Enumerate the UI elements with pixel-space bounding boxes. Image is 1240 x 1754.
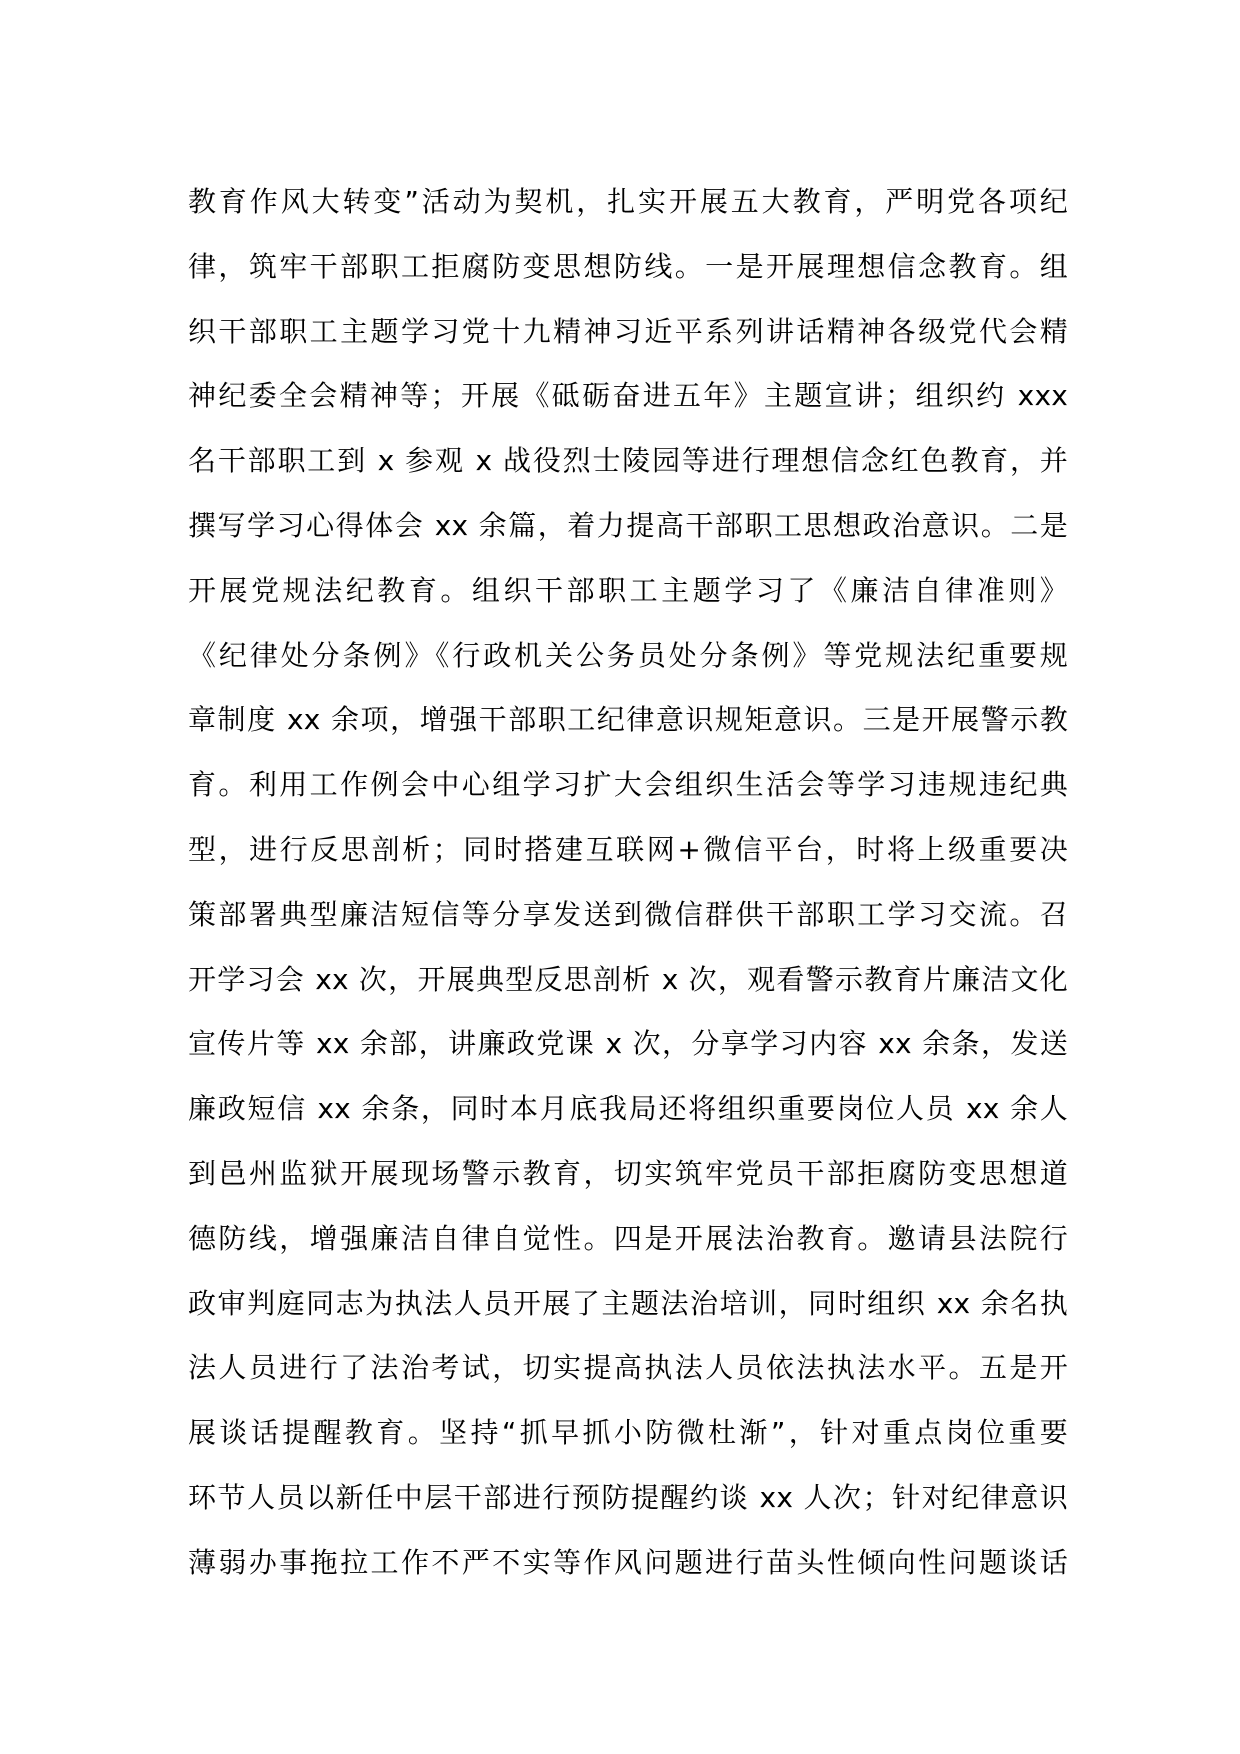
- body-text: [188, 170, 1068, 1596]
- text-line-18: 政审判庭同志为执法人员开展了主题法治培训，同时组织 xx 余名执: [188, 1286, 1068, 1320]
- text-line-4: 神纪委全会精神等；开展《砥砺奋进五年》主题宣讲；组织约 xxx: [188, 379, 1068, 413]
- text-line-22: 薄弱办事拖拉工作不严不实等作风问题进行苗头性倾向性问题谈话: [188, 1545, 1068, 1579]
- text-line-11: 型，进行反思剖析；同时搭建互联网+微信平台，时将上级重要决: [188, 832, 1068, 866]
- text-line-15: 廉政短信 xx 余条，同时本月底我局还将组织重要岗位人员 xx 余人: [188, 1092, 1068, 1126]
- text-line-16: 到邑州监狱开展现场警示教育，切实筑牢党员干部拒腐防变思想道: [188, 1156, 1068, 1190]
- text-line-13: 开学习会 xx 次，开展典型反思剖析 x 次，观看警示教育片廉洁文化: [188, 962, 1068, 996]
- text-line-17: 德防线，增强廉洁自律自觉性。四是开展法治教育。邀请县法院行: [188, 1221, 1068, 1255]
- text-line-1: 教育作风大转变”活动为契机，扎实开展五大教育，严明党各项纪: [188, 185, 1068, 218]
- text-line-5: 名干部职工到 x 参观 x 战役烈士陵园等进行理想信念红色教育，并: [188, 444, 1068, 478]
- text-line-12: 策部署典型廉洁短信等分享发送到微信群供干部职工学习交流。召: [188, 897, 1068, 931]
- text-line-9: 章制度 xx 余项，增强干部职工纪律意识规矩意识。三是开展警示教: [188, 703, 1068, 737]
- text-line-7: 开展党规法纪教育。组织干部职工主题学习了《廉洁自律准则》: [188, 573, 1068, 607]
- text-line-19: 法人员进行了法治考试，切实提高执法人员依法执法水平。五是开: [188, 1351, 1068, 1385]
- text-line-20: 展谈话提醒教育。坚持“抓早抓小防微杜渐”，针对重点岗位重要: [188, 1416, 1068, 1450]
- text-line-2: 律，筑牢干部职工拒腐防变思想防线。一是开展理想信念教育。组: [188, 249, 1068, 283]
- text-line-3: 织干部职工主题学习党十九精神习近平系列讲话精神各级党代会精: [188, 314, 1068, 348]
- text-line-8: 《纪律处分条例》《行政机关公务员处分条例》等党规法纪重要规: [188, 638, 1068, 672]
- text-line-6: 撰写学习心得体会 xx 余篇，着力提高干部职工思想政治意识。二是: [188, 508, 1068, 542]
- text-line-14: 宣传片等 xx 余部，讲廉政党课 x 次，分享学习内容 xx 余条，发送: [188, 1027, 1068, 1061]
- text-line-21: 环节人员以新任中层干部进行预防提醒约谈 xx 人次；针对纪律意识: [188, 1480, 1068, 1514]
- text-line-10: 育。利用工作例会中心组学习扩大会组织生活会等学习违规违纪典: [188, 768, 1068, 802]
